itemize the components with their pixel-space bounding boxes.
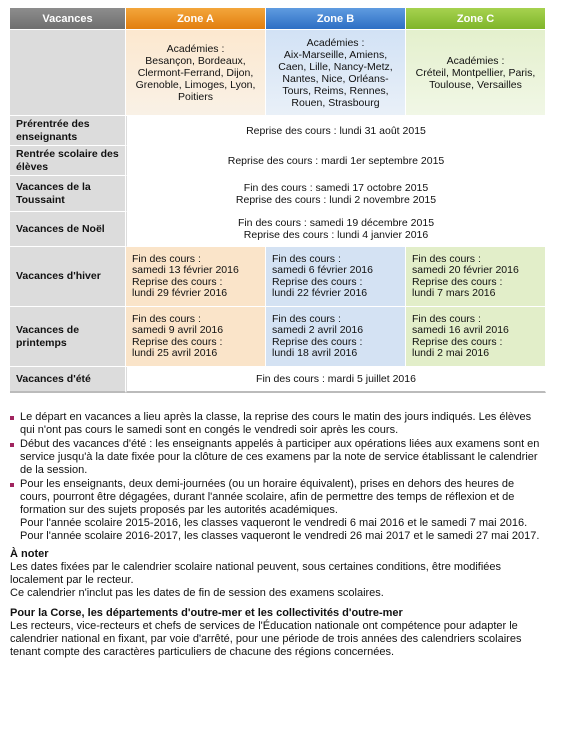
cell-line: samedi 9 avril 2016 xyxy=(132,324,224,336)
cell-line: Reprise des cours : xyxy=(272,275,363,288)
list-item xyxy=(10,411,545,437)
academies-zone-b xyxy=(266,30,406,116)
printemps-zone-a xyxy=(126,307,266,367)
value-line: Reprise des cours : mardi 1er septembre 2015 xyxy=(227,154,445,167)
header-row xyxy=(10,8,546,30)
value-line: Reprise des cours : lundi 31 août 2015 xyxy=(246,124,426,137)
cell-line: Fin des cours : xyxy=(272,312,341,325)
row-label: Vacances d'été xyxy=(10,367,126,393)
value-line: Reprise des cours : lundi 4 janvier 2016 xyxy=(243,229,429,241)
list-item-text: Pour l'année scolaire 2015-2016, les classes vaqueront le vendredi 6 mai 2016 et le samedi 7 mai 2016. xyxy=(20,517,528,529)
bullet-icon xyxy=(10,416,14,420)
cell-line: lundi 29 février 2016 xyxy=(132,287,228,299)
cell-line: Fin des cours : xyxy=(132,252,201,265)
row-toussaint xyxy=(10,176,546,212)
header-zone-a: Zone A xyxy=(126,8,266,30)
row-label: Vacances de printemps xyxy=(10,307,126,367)
cell-line: samedi 13 février 2016 xyxy=(132,264,239,276)
bullet-icon xyxy=(10,443,14,447)
row-value xyxy=(126,176,546,212)
row-noel xyxy=(10,212,546,247)
cell-line: lundi 7 mars 2016 xyxy=(412,287,496,299)
academies-label: Académies : xyxy=(166,42,225,55)
academies-list: Aix-Marseille, Amiens, Caen, Lille, Nancy-Metz, Nantes, Nice, Orléans-Tours, Reims, Rennes, Rouen, Strasbourg xyxy=(278,48,393,109)
cell-line: samedi 20 février 2016 xyxy=(412,264,519,276)
academies-zone-c xyxy=(406,30,546,116)
notes-list xyxy=(10,411,545,543)
printemps-zone-b xyxy=(266,307,406,367)
a-noter-p1: Les dates fixées par le calendrier scolaire national peuvent, sous certaines conditions, être modifiées localement par le recteur. xyxy=(10,561,501,586)
header-vacances: Vacances xyxy=(10,8,126,30)
value-line: Fin des cours : samedi 19 décembre 2015 xyxy=(237,217,435,229)
academies-row-label xyxy=(10,30,126,116)
cell-line: lundi 25 avril 2016 xyxy=(132,347,218,359)
hiver-zone-c xyxy=(406,247,546,307)
a-noter-title: À noter xyxy=(10,548,49,560)
cell-line: Reprise des cours : xyxy=(272,335,363,348)
row-label: Prérentrée des enseignants xyxy=(10,116,126,146)
printemps-zone-c xyxy=(406,307,546,367)
cell-line: samedi 2 avril 2016 xyxy=(272,324,364,336)
academies-list: Créteil, Montpellier, Paris, Toulouse, Versailles xyxy=(415,66,536,91)
list-item-text: Pour l'année scolaire 2016-2017, les classes vaqueront le vendredi 26 mai 2017 et le samedi 27 mai 2017. xyxy=(20,530,540,542)
row-value xyxy=(126,116,546,146)
cell-line: lundi 2 mai 2016 xyxy=(412,347,490,359)
hiver-zone-a xyxy=(126,247,266,307)
row-rentree xyxy=(10,146,546,176)
corse-text: Les recteurs, vice-recteurs et chefs de services de l'Éducation nationale ont compétence pour adapter le calendrier national en fixant, par voie d'arrêté, pour une période de trois années des calendriers scolaires tenant compte des caractères particuliers de chacune des régions concernées. xyxy=(10,620,522,658)
row-ete xyxy=(10,367,546,393)
academies-zone-a xyxy=(126,30,266,116)
row-hiver xyxy=(10,247,546,307)
cell-line: Reprise des cours : xyxy=(132,335,223,348)
list-item-text: Le départ en vacances a lieu après la classe, la reprise des cours le matin des jours indiqués. Les élèves qui n'ont pas cours le samedi sont en congés le vendredi soir après les cours. xyxy=(20,411,532,436)
academies-row xyxy=(10,30,546,116)
hiver-zone-b xyxy=(266,247,406,307)
corse-title: Pour la Corse, les départements d'outre-mer et les collectivités d'outre-mer xyxy=(10,607,403,619)
list-item-text: Pour les enseignants, deux demi-journées (ou un horaire équivalent), prises en dehors des heures de cours, pourront être dégagées, durant l'année scolaire, afin de permettre des temps de réflexion et de formation sur des sujets proposés par les autorités académiques. xyxy=(20,478,515,516)
cell-line: lundi 22 février 2016 xyxy=(272,287,368,299)
header-zone-b: Zone B xyxy=(266,8,406,30)
cell-line: Reprise des cours : xyxy=(412,275,503,288)
row-label: Vacances de la Toussaint xyxy=(10,176,126,212)
school-calendar-table xyxy=(10,8,546,393)
row-label: Vacances d'hiver xyxy=(10,247,126,307)
a-noter-p2: Ce calendrier n'inclut pas les dates de fin de session des examens scolaires. xyxy=(10,587,384,599)
cell-line: Fin des cours : xyxy=(412,252,481,265)
row-value: Fin des cours : mardi 5 juillet 2016 xyxy=(126,367,546,393)
header-zone-c: Zone C xyxy=(406,8,546,30)
academies-label: Académies : xyxy=(446,54,505,67)
value-line: Fin des cours : samedi 17 octobre 2015 xyxy=(243,181,429,194)
cell-line: Fin des cours : xyxy=(132,312,201,325)
row-value xyxy=(126,146,546,176)
cell-line: samedi 6 février 2016 xyxy=(272,264,373,276)
academies-list: Besançon, Bordeaux, Clermont-Ferrand, Dijon, Grenoble, Limoges, Lyon, Poitiers xyxy=(135,54,256,103)
cell-line: Fin des cours : xyxy=(272,252,341,265)
row-label: Rentrée scolaire des élèves xyxy=(10,146,126,176)
bullet-icon xyxy=(10,483,14,487)
cell-line: Fin des cours : xyxy=(412,312,481,325)
row-prerentree xyxy=(10,116,546,146)
row-value xyxy=(126,212,546,247)
cell-line: lundi 18 avril 2016 xyxy=(272,347,358,359)
cell-line: Reprise des cours : xyxy=(412,335,503,348)
cell-line: samedi 16 avril 2016 xyxy=(412,324,509,336)
list-item xyxy=(10,438,545,477)
cell-line: Reprise des cours : xyxy=(132,275,223,288)
list-item xyxy=(10,478,545,543)
value-line: Reprise des cours : lundi 2 novembre 2015 xyxy=(235,193,437,206)
list-item-text: Début des vacances d'été : les enseignants appelés à participer aux opérations liées aux examens sont en service jusqu'à la date fixée pour la clôture de ces examens par la note de service établissant le calendrier de la session. xyxy=(20,438,540,476)
row-label: Vacances de Noël xyxy=(10,212,126,247)
row-printemps xyxy=(10,307,546,367)
academies-label: Académies : xyxy=(306,36,365,49)
